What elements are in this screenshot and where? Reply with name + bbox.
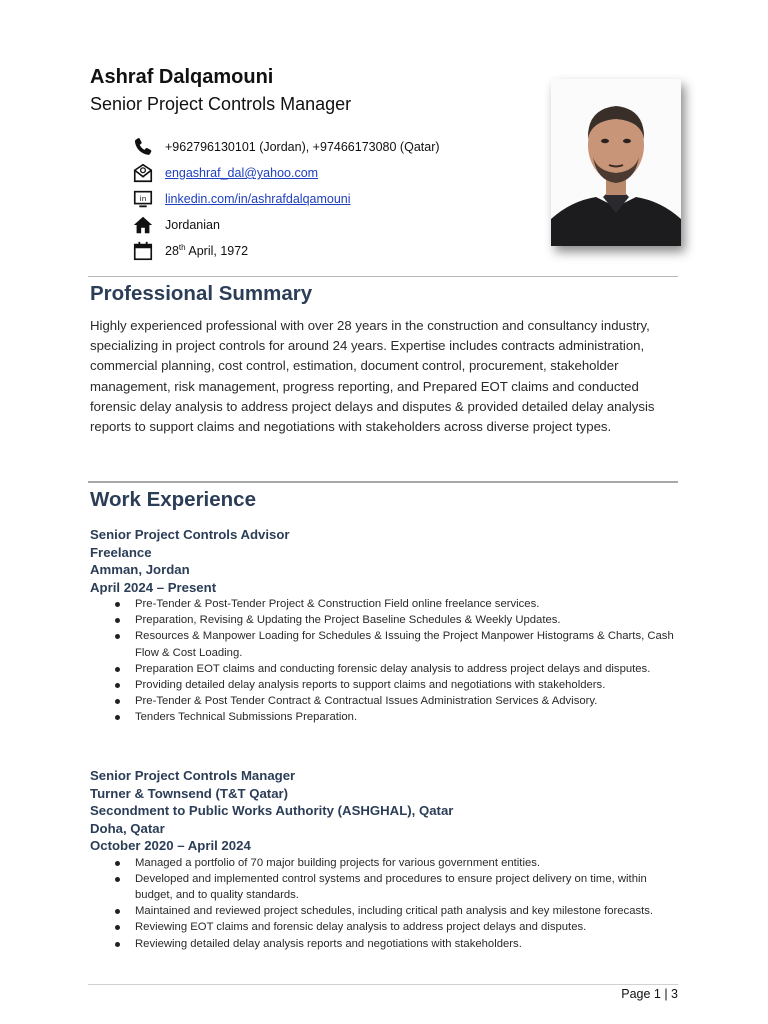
linkedin-icon [130, 188, 156, 210]
experience-divider [88, 481, 678, 483]
job-entry [90, 767, 690, 952]
job-company: Freelance [90, 544, 152, 560]
contact-birthdate-text: 28th April, 1972 [165, 243, 249, 259]
contact-list [130, 134, 530, 264]
contact-phone [130, 134, 530, 160]
calendar-icon [130, 240, 156, 262]
job-dates: April 2024 – Present [90, 579, 217, 595]
header-divider [88, 276, 678, 277]
contact-nationality [130, 212, 530, 238]
summary-text: Highly experienced professional with over 28 years in the construction and consultancy industry, specializing in project controls for around 24 years. Expertise includes contracts administration, commercial planning, cost control, estimation, document control, procurement, stakeholder management, risk management, progress reporting, and Prepared EOT claims and conducted forensic delay analysis to address project delays and disputes & provided detailed delay analysis reports to support claims and negotiations with stakeholders across diverse project types. [90, 318, 655, 435]
contact-birthdate [130, 238, 530, 264]
job-location: Doha, Qatar [90, 820, 165, 836]
job-secondment: Secondment to Public Works Authority (ASHGHAL), Qatar [90, 803, 454, 818]
list-item: Tenders Technical Submissions Preparation. [135, 709, 690, 725]
list-item: Reviewing EOT claims and forensic delay analysis to address project delays and disputes. [135, 919, 690, 935]
job-bullets [90, 855, 690, 952]
profile-photo-image [551, 79, 681, 246]
list-item: Resources & Manpower Loading for Schedules & Issuing the Project Manpower Histograms & Charts, Cash Flow & Cost Loading. [135, 628, 690, 660]
list-item: Providing detailed delay analysis reports to support claims and negotiations with stakeholders. [135, 677, 690, 693]
experience-title: Work Experience [90, 488, 256, 511]
list-item: Managed a portfolio of 70 major building projects for various government entities. [135, 855, 690, 871]
job-company: Turner & Townsend (T&T Qatar) [90, 785, 289, 801]
candidate-role: Senior Project Controls Manager [90, 94, 352, 114]
contact-phone-text: +962796130101 (Jordan), +97466173080 (Qatar) [165, 140, 440, 154]
job-title: Senior Project Controls Advisor [90, 527, 290, 542]
email-link[interactable]: engashraf_dal@yahoo.com [165, 166, 319, 180]
job-title: Senior Project Controls Manager [90, 768, 296, 783]
list-item: Developed and implemented control systems and procedures to ensure project delivery on time, within budget, and to quality standards. [135, 871, 690, 903]
contact-linkedin [130, 186, 530, 212]
phone-icon [130, 136, 156, 158]
list-item: Preparation EOT claims and conducting forensic delay analysis to address project delays and disputes. [135, 661, 690, 677]
job-location: Amman, Jordan [90, 562, 190, 577]
list-item: Pre-Tender & Post-Tender Project & Construction Field online freelance services. [135, 596, 690, 612]
list-item: Maintained and reviewed project schedules, including critical path analysis and key milestone forecasts. [135, 903, 690, 919]
list-item: Preparation, Revising & Updating the Project Baseline Schedules & Weekly Updates. [135, 612, 690, 628]
contact-nationality-text: Jordanian [165, 218, 220, 232]
footer-divider [88, 984, 678, 985]
email-icon [130, 162, 156, 184]
linkedin-link[interactable]: linkedin.com/in/ashrafdalqamouni [165, 192, 351, 206]
job-bullets [90, 596, 690, 726]
contact-email [130, 160, 530, 186]
candidate-name: Ashraf Dalqamouni [90, 66, 274, 88]
job-entry [90, 526, 690, 726]
page-number: Page 1 | 3 [621, 987, 678, 1001]
list-item: Reviewing detailed delay analysis reports and negotiations with stakeholders. [135, 936, 690, 952]
list-item: Pre-Tender & Post Tender Contract & Contractual Issues Administration Services & Advisory. [135, 693, 690, 709]
job-dates: October 2020 – April 2024 [90, 838, 251, 853]
summary-title: Professional Summary [90, 282, 313, 305]
home-icon [130, 214, 156, 236]
profile-photo [551, 79, 681, 246]
svg-text:in: in [139, 193, 147, 203]
